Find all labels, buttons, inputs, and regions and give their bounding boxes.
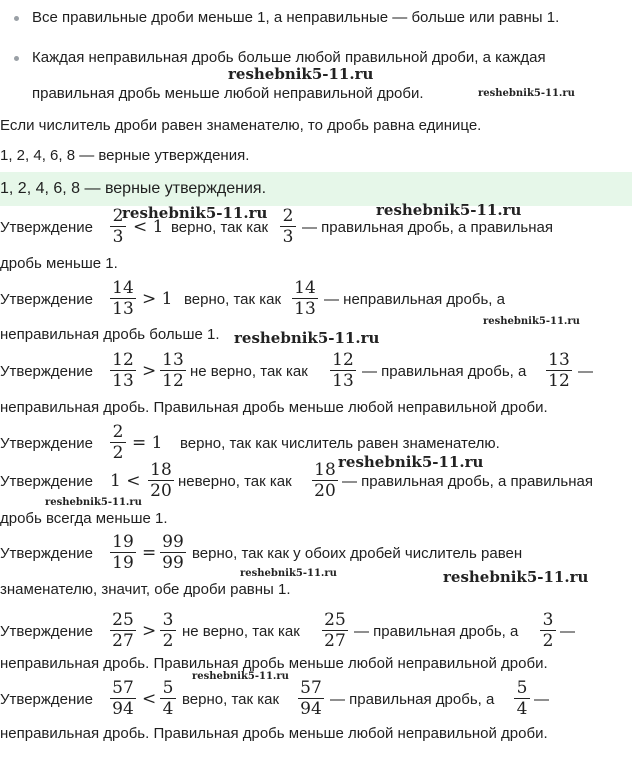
statement-text: дробь меньше 1. xyxy=(0,255,118,272)
statement-word: Утверждение xyxy=(0,545,94,562)
statement-text: неправильная дробь. Правильная дробь меньше любой неправильной дроби. xyxy=(0,655,548,672)
bullet-text: правильная дробь меньше любой неправильной дроби. xyxy=(32,85,424,102)
statement-text: неверно, так как xyxy=(178,473,292,490)
fraction: 19 19 xyxy=(110,532,136,573)
statement-text: — xyxy=(534,691,549,708)
statement-text: не верно, так как xyxy=(190,363,308,380)
fraction: 12 13 xyxy=(110,350,136,391)
fraction: 14 13 xyxy=(110,278,136,319)
fraction: 3 2 xyxy=(160,610,176,651)
statement-word: Утверждение xyxy=(0,691,94,708)
fraction: 57 94 xyxy=(298,678,324,719)
fraction: 3 2 xyxy=(540,610,556,651)
watermark: reshebnik5-11.ru xyxy=(45,497,142,508)
equal-one-rule: Если числитель дроби равен знаменателю, то дробь равна единице. xyxy=(0,117,482,134)
statement-text: неправильная дробь. Правильная дробь меньше любой неправильной дроби. xyxy=(0,399,548,416)
fraction: 13 12 xyxy=(160,350,186,391)
fraction: 12 13 xyxy=(330,350,356,391)
fraction: 2 3 xyxy=(280,206,296,247)
comparison: > xyxy=(142,361,157,381)
statement-text: верно, так как числитель равен знаменателю. xyxy=(180,435,500,452)
statement-text: верно, так как xyxy=(182,691,280,708)
statement-text: знаменателю, значит, обе дроби равны 1. xyxy=(0,581,291,598)
comparison: < xyxy=(142,689,157,709)
statement-text: — xyxy=(560,623,575,640)
fraction: 2 3 xyxy=(110,206,126,247)
comparison: < 1 xyxy=(133,217,164,237)
fraction: 18 20 xyxy=(148,460,174,501)
bullet-dot xyxy=(14,16,19,21)
fraction: 2 2 xyxy=(110,422,126,463)
watermark: reshebnik5-11.ru xyxy=(483,316,580,327)
bullet-dot xyxy=(14,56,19,61)
statement-text: — правильная дробь, а правильная xyxy=(302,219,553,236)
statement-text: — xyxy=(578,363,593,380)
fraction: 13 12 xyxy=(546,350,572,391)
answer-line-highlighted: 1, 2, 4, 6, 8 — верные утверждения. xyxy=(0,180,267,197)
watermark: reshebnik5-11.ru xyxy=(228,65,374,83)
statement-word: Утверждение xyxy=(0,435,94,452)
statement-text: — правильная дробь, а xyxy=(362,363,527,380)
comparison: = xyxy=(142,543,157,563)
statement-text: неправильная дробь больше 1. xyxy=(0,326,220,343)
watermark: reshebnik5-11.ru xyxy=(240,568,337,579)
statement-text: верно, так как у обоих дробей числитель равен xyxy=(192,545,523,562)
statement-text: верно, так как xyxy=(184,291,282,308)
comparison: = 1 xyxy=(132,433,163,453)
statement-text: верно, так как xyxy=(171,219,269,236)
watermark: reshebnik5-11.ru xyxy=(478,88,575,99)
fraction: 18 20 xyxy=(312,460,338,501)
bullet-text: Каждая неправильная дробь больше любой правильной дроби, а каждая xyxy=(32,49,546,66)
statement-text: — правильная дробь, а xyxy=(330,691,495,708)
bullet-text: Все правильные дроби меньше 1, а неправильные — больше или равны 1. xyxy=(32,9,560,26)
fraction: 5 4 xyxy=(514,678,530,719)
statement-word: Утверждение xyxy=(0,473,94,490)
statement-text: дробь всегда меньше 1. xyxy=(0,510,168,527)
comparison: 1 < xyxy=(110,471,141,491)
statement-text: неправильная дробь. Правильная дробь меньше любой неправильной дроби. xyxy=(0,725,548,742)
watermark: reshebnik5-11.ru xyxy=(443,568,589,586)
watermark: reshebnik5-11.ru xyxy=(338,453,484,471)
statement-text: — неправильная дробь, а xyxy=(324,291,505,308)
statement-text: не верно, так как xyxy=(182,623,300,640)
statement-word: Утверждение xyxy=(0,623,94,640)
statement-word: Утверждение xyxy=(0,291,94,308)
watermark: reshebnik5-11.ru xyxy=(376,201,522,219)
fraction: 25 27 xyxy=(110,610,136,651)
watermark: reshebnik5-11.ru xyxy=(192,671,289,682)
fraction: 14 13 xyxy=(292,278,318,319)
fraction: 25 27 xyxy=(322,610,348,651)
comparison: > 1 xyxy=(142,289,173,309)
fraction: 57 94 xyxy=(110,678,136,719)
answer-line: 1, 2, 4, 6, 8 — верные утверждения. xyxy=(0,147,250,164)
watermark: reshebnik5-11.ru xyxy=(234,329,380,347)
statement-text: — правильная дробь, а xyxy=(354,623,519,640)
watermark: reshebnik5-11.ru xyxy=(122,204,268,222)
comparison: > xyxy=(142,621,157,641)
fraction: 5 4 xyxy=(160,678,176,719)
statement-text: — правильная дробь, а правильная xyxy=(342,473,593,490)
statement-word: Утверждение xyxy=(0,219,94,236)
statement-word: Утверждение xyxy=(0,363,94,380)
fraction: 99 99 xyxy=(160,532,186,573)
